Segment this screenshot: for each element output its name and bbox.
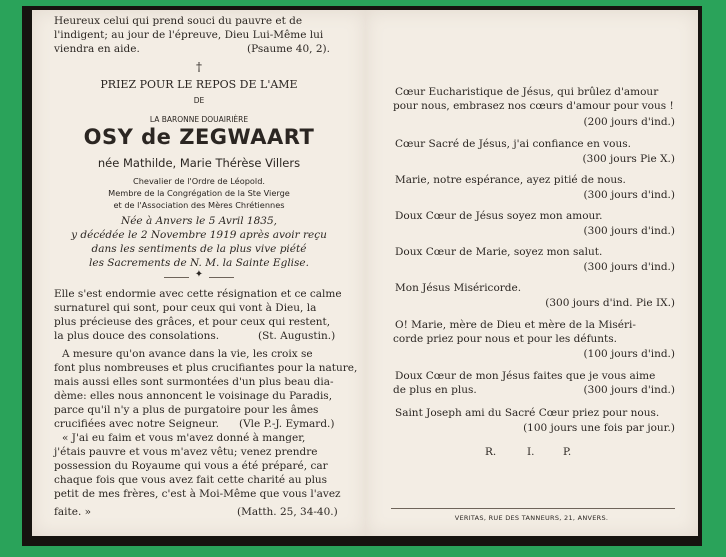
para1-line-2: surnaturel qui sont, pour ceux qui vont à Dieu, la	[54, 302, 317, 314]
prayer-6-indulgence: (300 jours d'ind. Pie IX.)	[545, 297, 675, 309]
para2-reference: (Vle P.-J. Eymard.)	[239, 418, 335, 430]
para2-line-2: font plus nombreuses et plus crucifiantes pour la nature,	[54, 362, 358, 374]
prayer-5-line-1: Doux Cœur de Marie, soyez mon salut.	[395, 246, 603, 258]
prayer-3-line-1: Marie, notre espérance, ayez pitié de nous.	[395, 174, 626, 186]
prayer-heading: PRIEZ POUR LE REPOS DE L'AME	[100, 78, 298, 91]
honor-line-3: et de l'Association des Mères Chrétiennes	[113, 200, 285, 210]
rip-i: I.	[527, 446, 535, 458]
death-line: y décédée le 2 Novembre 1919 après avoir reçu	[71, 229, 327, 241]
para2-line-1: A mesure qu'on avance dans la vie, les croix se	[62, 348, 313, 360]
para3-line-3: possession du Royaume qui vous a été préparé, car	[54, 460, 328, 472]
prayer-7-line-2: corde priez pour nous et pour les défunts.	[393, 333, 617, 345]
prayer-8-line-1: Doux Cœur de mon Jésus faites que je vous aime	[395, 370, 656, 382]
memorial-card	[22, 6, 702, 546]
piety-line: dans les sentiments de la plus vive piété	[91, 243, 307, 255]
deceased-name: OSY de ZEGWAART	[83, 125, 315, 149]
intro-line-2: l'indigent; au jour de l'épreuve, Dieu Lui-Même lui	[54, 29, 324, 41]
printer-imprint: VERITAS, RUE DES TANNEURS, 21, ANVERS.	[454, 514, 609, 522]
prayer-8-indulgence: (300 jours d'ind.)	[583, 384, 675, 396]
intro-reference: (Psaume 40, 2).	[247, 43, 330, 55]
para2-line-3: mais aussi elles sont surmontées d'un plus beau dia-	[54, 376, 334, 388]
left-panel	[32, 10, 366, 536]
maiden-name: née Mathilde, Marie Thérèse Villers	[97, 156, 301, 170]
honor-line-2: Membre de la Congrégation de la Ste Vierge	[108, 188, 290, 198]
prayer-4-line-1: Doux Cœur de Jésus soyez mon amour.	[395, 210, 603, 222]
para2-line-5: parce qu'il n'y a plus de purgatoire pour les âmes	[54, 404, 319, 416]
ornament-icon: ✦	[189, 269, 209, 280]
para3-line-5: petit de mes frères, c'est à Moi-Même que vous l'avez	[54, 488, 341, 500]
prayer-8-line-2: de plus en plus.	[393, 384, 477, 396]
para1-reference: (St. Augustin.)	[258, 330, 336, 342]
para3-line-2: j'étais pauvre et vous m'avez vêtu; venez prendre	[54, 446, 318, 458]
prayer-5-indulgence: (300 jours d'ind.)	[583, 261, 675, 273]
de-label: DE	[193, 96, 205, 105]
sacraments-line: les Sacrements de N. M. la Sainte Eglise.	[89, 257, 309, 269]
printer-rule	[391, 508, 675, 509]
cross-icon: †	[196, 60, 202, 74]
intro-line-3: viendra en aide.	[54, 43, 140, 55]
para1-line-1: Elle s'est endormie avec cette résignation et ce calme	[54, 288, 342, 300]
prayer-6-line-1: Mon Jésus Miséricorde.	[395, 282, 522, 294]
para1-line-3: plus précieuse des grâces, et pour ceux qui restent,	[54, 316, 331, 328]
para2-line-4: dème: elles nous annoncent le voisinage du Paradis,	[54, 390, 333, 402]
para3-reference: (Matth. 25, 34-40.)	[237, 506, 338, 518]
prayer-1-line-1: Cœur Eucharistique de Jésus, qui brûlez d'amour	[395, 86, 659, 98]
prayer-9-indulgence: (100 jours une fois par jour.)	[523, 422, 675, 434]
honor-line-1: Chevalier de l'Ordre de Léopold.	[133, 176, 265, 186]
prayer-4-indulgence: (300 jours d'ind.)	[583, 225, 675, 237]
prayer-9-line-1: Saint Joseph ami du Sacré Cœur priez pour nous.	[395, 407, 660, 419]
right-panel	[365, 10, 698, 536]
prayer-2-line-1: Cœur Sacré de Jésus, j'ai confiance en vous.	[395, 138, 631, 150]
prayer-3-indulgence: (300 jours d'ind.)	[583, 189, 675, 201]
prayer-1-indulgence: (200 jours d'ind.)	[583, 116, 675, 128]
rip-p: P.	[563, 446, 572, 458]
birth-line: Née à Anvers le 5 Avril 1835,	[121, 215, 277, 227]
para1-line-4: la plus douce des consolations.	[54, 330, 220, 342]
prayer-7-line-1: O! Marie, mère de Dieu et mère de la Miséri-	[395, 319, 636, 331]
intro-line-1: Heureux celui qui prend souci du pauvre et de	[54, 15, 303, 27]
para3-line-1: « J'ai eu faim et vous m'avez donné à manger,	[62, 432, 306, 444]
prayer-2-indulgence: (300 jours Pie X.)	[582, 153, 675, 165]
rip-r: R.	[485, 446, 497, 458]
para3-line-4: chaque fois que vous avez fait cette charité au plus	[54, 474, 328, 486]
para2-line-6: crucifiées avec notre Seigneur.	[54, 418, 219, 430]
baroness-title: LA BARONNE DOUAIRIÈRE	[149, 115, 249, 124]
prayer-7-indulgence: (100 jours d'ind.)	[583, 348, 675, 360]
prayer-1-line-2: pour nous, embrasez nos cœurs d'amour pour vous !	[393, 100, 674, 112]
para3-line-6: faite. »	[54, 506, 92, 518]
